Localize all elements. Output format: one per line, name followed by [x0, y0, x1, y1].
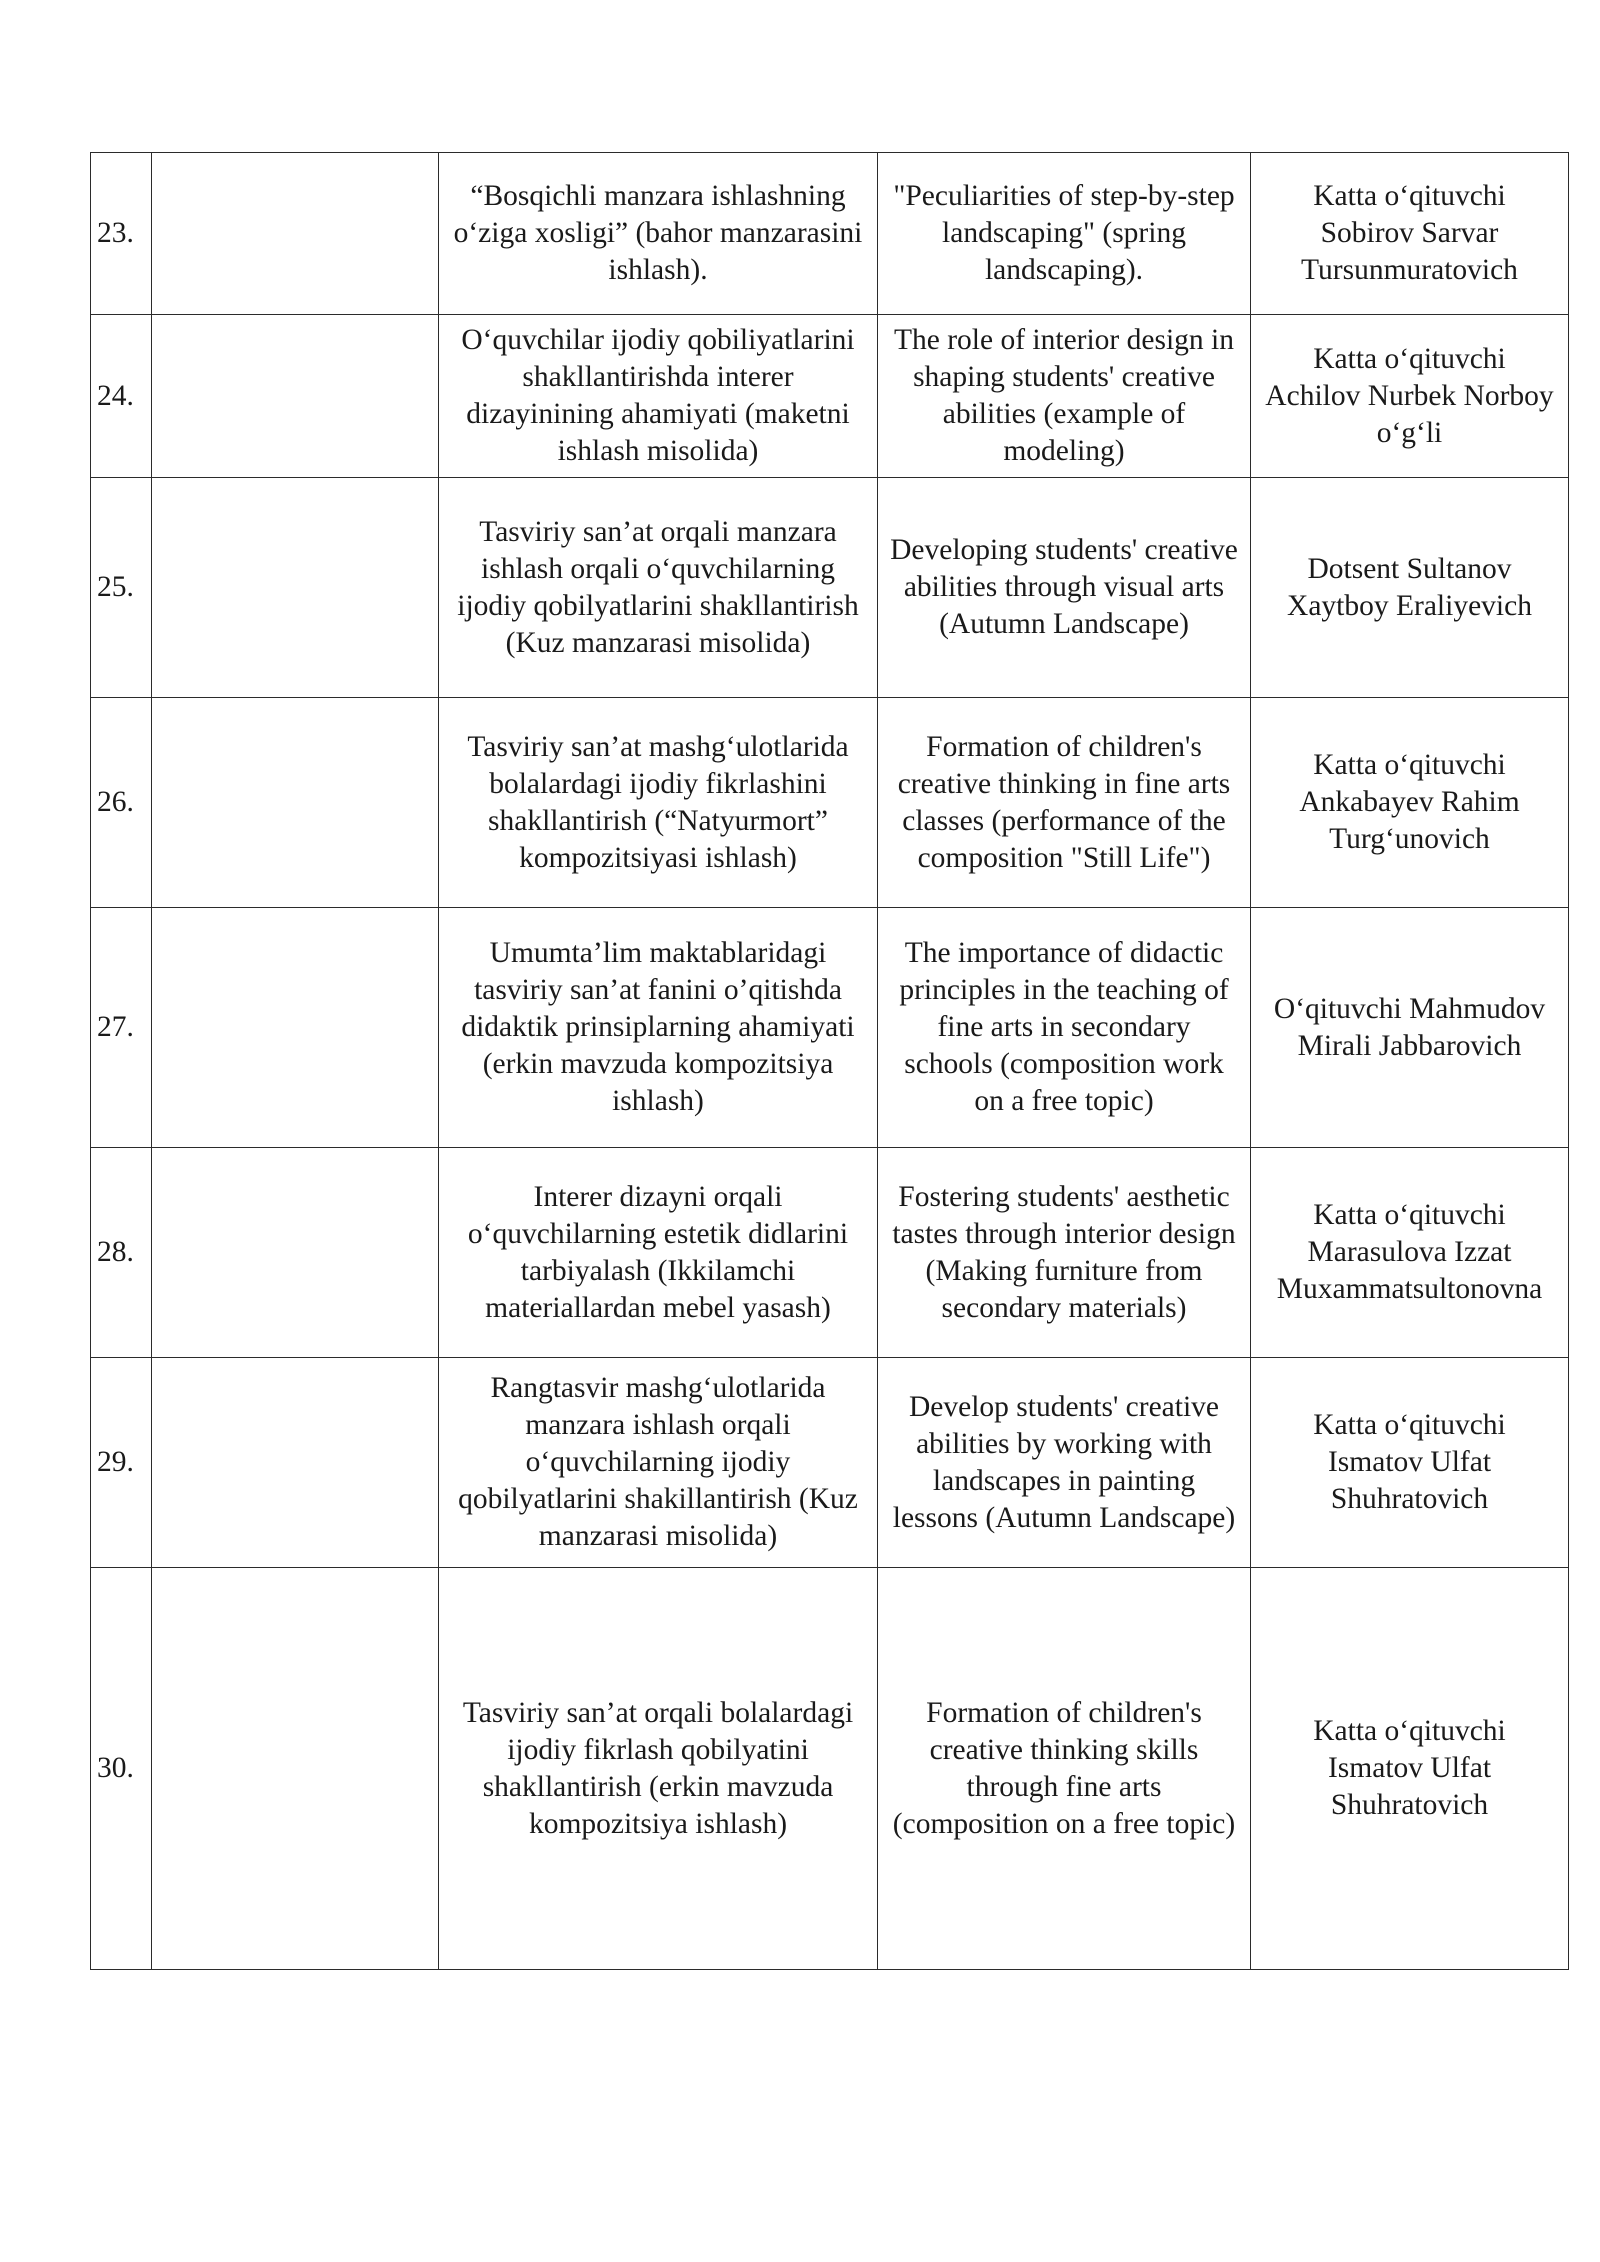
uzbek-topic-cell: Tasviriy san’at orqali manzara ishlash orqali o‘quvchilarning ijodiy qobilyatlarini shakllantirish (Kuz manzarasi misolida)	[439, 478, 878, 698]
uzbek-topic-cell: “Bosqichli manzara ishlashning o‘ziga xosligi” (bahor manzarasini ishlash).	[439, 153, 878, 315]
english-topic-cell: The role of interior design in shaping students' creative abilities (example of modeling)	[878, 315, 1251, 478]
blank-cell	[152, 478, 439, 698]
table-row	[91, 478, 1569, 698]
english-topic-cell: Formation of children's creative thinking in fine arts classes (performance of the composition "Still Life")	[878, 698, 1251, 908]
uzbek-topic-cell: O‘quvchilar ijodiy qobiliyatlarini shakllantirishda interer dizayinining ahamiyati (maketni ishlash misolida)	[439, 315, 878, 478]
blank-cell	[152, 315, 439, 478]
thesis-topics-table	[90, 152, 1569, 1970]
row-number: 26.	[91, 698, 152, 908]
supervisor-cell: Katta o‘qituvchi Sobirov Sarvar Tursunmuratovich	[1251, 153, 1569, 315]
supervisor-cell: Katta o‘qituvchi Ankabayev Rahim Turg‘unovich	[1251, 698, 1569, 908]
row-number: 24.	[91, 315, 152, 478]
uzbek-topic-cell: Tasviriy san’at mashg‘ulotlarida bolalardagi ijodiy fikrlashini shakllantirish (“Natyurmort” kompozitsiyasi ishlash)	[439, 698, 878, 908]
english-topic-cell: "Peculiarities of step-by-step landscaping" (spring landscaping).	[878, 153, 1251, 315]
supervisor-cell: Katta o‘qituvchi Ismatov Ulfat Shuhratovich	[1251, 1358, 1569, 1568]
english-topic-cell: The importance of didactic principles in the teaching of fine arts in secondary schools (composition work on a free topic)	[878, 908, 1251, 1148]
table-row	[91, 698, 1569, 908]
table-row	[91, 908, 1569, 1148]
supervisor-cell: Dotsent Sultanov Xaytboy Eraliyevich	[1251, 478, 1569, 698]
supervisor-cell: Katta o‘qituvchi Achilov Nurbek Norboy o‘g‘li	[1251, 315, 1569, 478]
row-number: 27.	[91, 908, 152, 1148]
supervisor-cell: Katta o‘qituvchi Ismatov Ulfat Shuhratovich	[1251, 1568, 1569, 1970]
english-topic-cell: Fostering students' aesthetic tastes through interior design (Making furniture from secondary materials)	[878, 1148, 1251, 1358]
row-number: 29.	[91, 1358, 152, 1568]
blank-cell	[152, 698, 439, 908]
uzbek-topic-cell: Tasviriy san’at orqali bolalardagi ijodiy fikrlash qobilyatini shakllantirish (erkin mavzuda kompozitsiya ishlash)	[439, 1568, 878, 1970]
table-row	[91, 1148, 1569, 1358]
table-row	[91, 1358, 1569, 1568]
row-number: 25.	[91, 478, 152, 698]
english-topic-cell: Develop students' creative abilities by working with landscapes in painting lessons (Autumn Landscape)	[878, 1358, 1251, 1568]
supervisor-cell: O‘qituvchi Mahmudov Mirali Jabbarovich	[1251, 908, 1569, 1148]
supervisor-cell: Katta o‘qituvchi Marasulova Izzat Muxammatsultonovna	[1251, 1148, 1569, 1358]
blank-cell	[152, 1148, 439, 1358]
english-topic-cell: Developing students' creative abilities through visual arts (Autumn Landscape)	[878, 478, 1251, 698]
blank-cell	[152, 1358, 439, 1568]
blank-cell	[152, 153, 439, 315]
uzbek-topic-cell: Umumta’lim maktablaridagi tasviriy san’at fanini o’qitishda didaktik prinsiplarning ahamiyati (erkin mavzuda kompozitsiya ishlash)	[439, 908, 878, 1148]
blank-cell	[152, 908, 439, 1148]
english-topic-cell: Formation of children's creative thinking skills through fine arts (composition on a free topic)	[878, 1568, 1251, 1970]
row-number: 23.	[91, 153, 152, 315]
row-number: 28.	[91, 1148, 152, 1358]
row-number: 30.	[91, 1568, 152, 1970]
table-row	[91, 1568, 1569, 1970]
uzbek-topic-cell: Interer dizayni orqali o‘quvchilarning estetik didlarini tarbiyalash (Ikkilamchi materiallardan mebel yasash)	[439, 1148, 878, 1358]
table-row	[91, 153, 1569, 315]
uzbek-topic-cell: Rangtasvir mashg‘ulotlarida manzara ishlash orqali o‘quvchilarning ijodiy qobilyatlarini shakillantirish (Kuz manzarasi misolida)	[439, 1358, 878, 1568]
blank-cell	[152, 1568, 439, 1970]
table-row	[91, 315, 1569, 478]
